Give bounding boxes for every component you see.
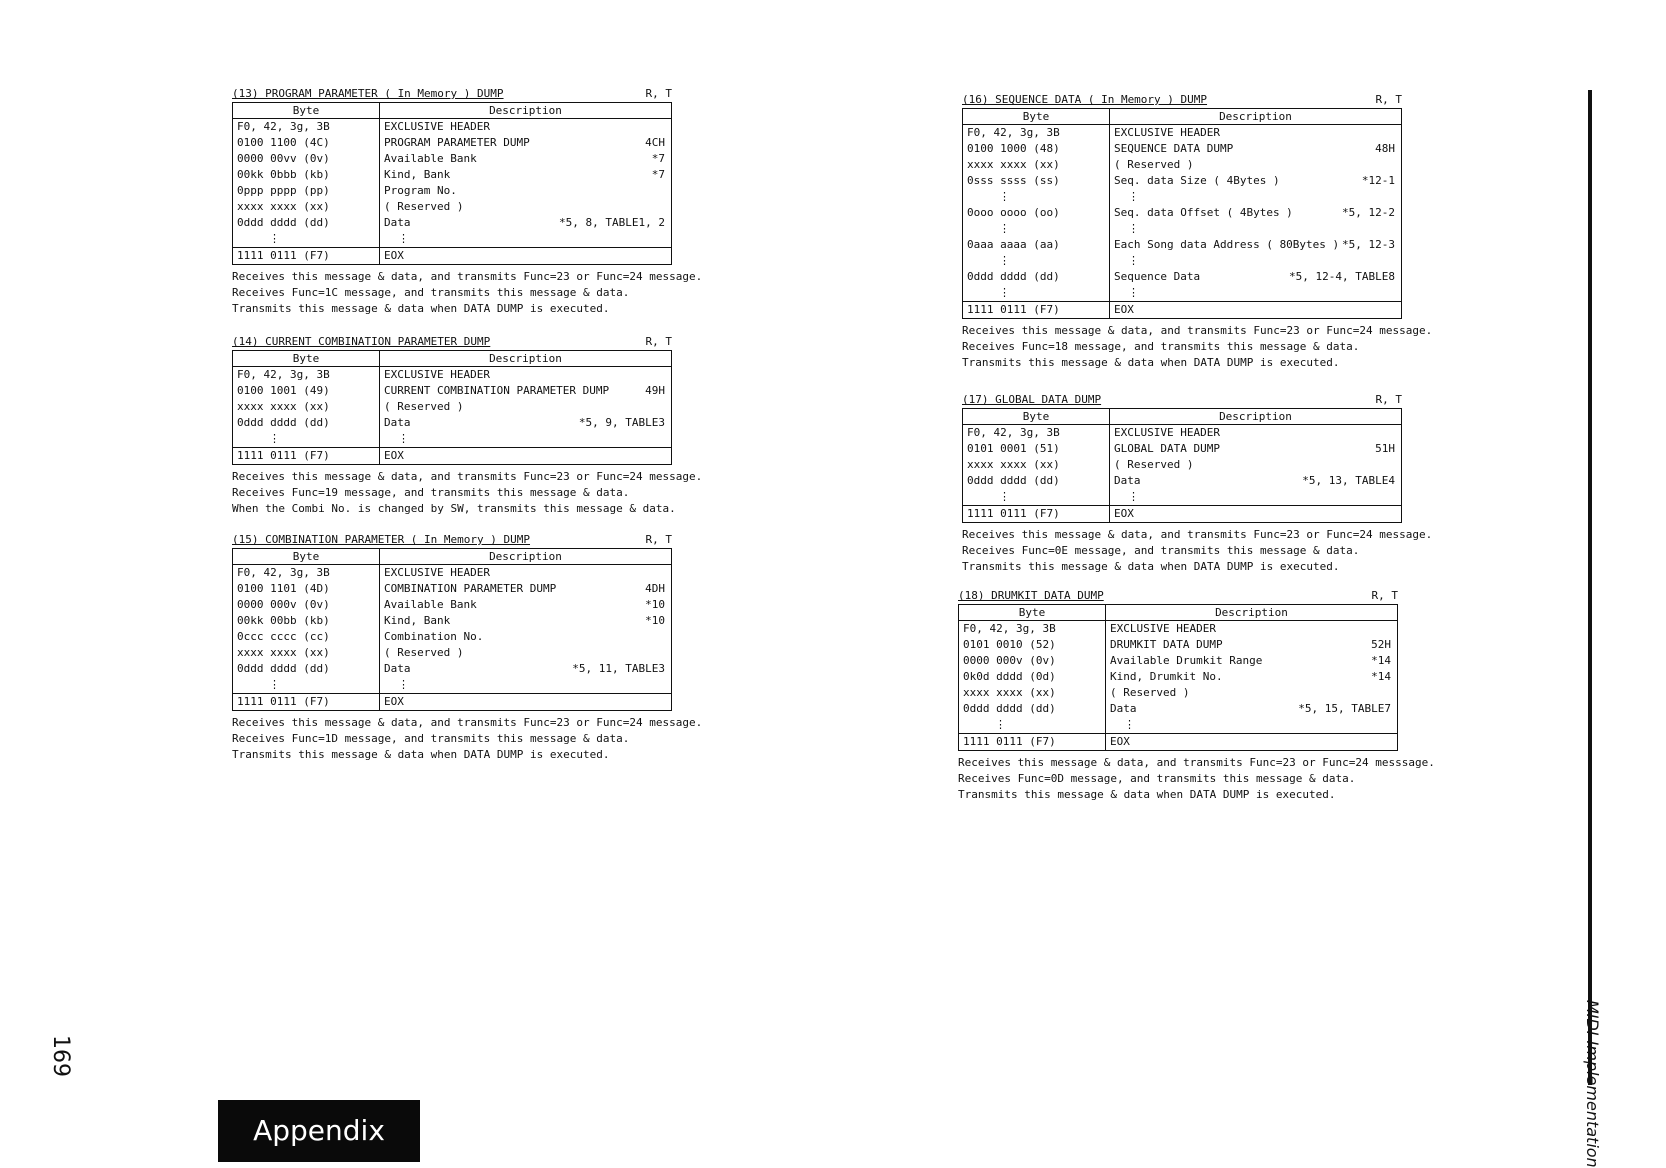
byte-cell: 0000 00vv (0v) bbox=[233, 151, 380, 167]
note-line: Receives Func=1D message, and transmits this message & data. bbox=[232, 732, 630, 745]
rx-tx-flag: R, T bbox=[645, 335, 672, 348]
reference-note: *5, 15, TABLE7 bbox=[1298, 702, 1391, 715]
description-text: ( Reserved ) bbox=[1114, 458, 1194, 471]
column-header-description: Description bbox=[380, 549, 672, 565]
description-cell bbox=[1110, 473, 1402, 489]
description-cell bbox=[380, 383, 672, 399]
column-header-byte: Byte bbox=[963, 409, 1110, 425]
byte-cell: 0ccc cccc (cc) bbox=[233, 629, 380, 645]
description-text: EXCLUSIVE HEADER bbox=[384, 368, 490, 381]
description-cell bbox=[1110, 253, 1402, 269]
column-header-byte: Byte bbox=[233, 103, 380, 119]
description-text: Kind, Bank bbox=[384, 168, 451, 181]
byte-cell: xxxx xxxx (xx) bbox=[963, 157, 1110, 173]
table-row bbox=[963, 489, 1402, 506]
table-row bbox=[963, 221, 1402, 237]
rx-tx-flag: R, T bbox=[645, 533, 672, 546]
description-text: Program No. bbox=[384, 184, 457, 197]
byte-cell: 0ppp pppp (pp) bbox=[233, 183, 380, 199]
description-cell bbox=[1110, 141, 1402, 157]
description-cell bbox=[1110, 173, 1402, 189]
section-notes bbox=[958, 755, 1435, 803]
description-cell bbox=[1106, 621, 1398, 638]
column-header-description: Description bbox=[380, 351, 672, 367]
description-text: DRUMKIT DATA DUMP bbox=[1110, 638, 1223, 651]
table-row bbox=[233, 661, 672, 677]
description-text: ⋮ bbox=[1128, 490, 1139, 503]
description-text: ⋮ bbox=[1128, 286, 1139, 299]
table-row bbox=[233, 448, 672, 465]
description-cell bbox=[380, 119, 672, 136]
description-cell bbox=[380, 694, 672, 711]
byte-cell: 1111 0111 (F7) bbox=[963, 302, 1110, 319]
description-cell bbox=[1106, 669, 1398, 685]
description-cell bbox=[380, 248, 672, 265]
table-row bbox=[233, 167, 672, 183]
table-row bbox=[233, 248, 672, 265]
byte-cell: 0ddd dddd (dd) bbox=[233, 661, 380, 677]
byte-cell: xxxx xxxx (xx) bbox=[233, 399, 380, 415]
table-row bbox=[959, 685, 1398, 701]
table-row bbox=[963, 425, 1402, 442]
description-text: EOX bbox=[1114, 507, 1134, 520]
reference-note: *5, 11, TABLE3 bbox=[572, 662, 665, 675]
reference-note: *5, 12-4, TABLE8 bbox=[1289, 270, 1395, 283]
description-cell bbox=[380, 367, 672, 384]
description-text: Kind, Bank bbox=[384, 614, 451, 627]
note-line: Transmits this message & data when DATA DUMP is executed. bbox=[232, 302, 610, 315]
description-cell bbox=[380, 448, 672, 465]
description-text: ⋮ bbox=[398, 232, 409, 245]
table-row bbox=[963, 173, 1402, 189]
note-line: Receives this message & data, and transmits Func=23 or Func=24 message. bbox=[962, 324, 1433, 337]
description-text: EOX bbox=[384, 249, 404, 262]
chapter-label: MIDI Implementation bbox=[1583, 1000, 1602, 1168]
byte-cell: F0, 42, 3g, 3B bbox=[959, 621, 1106, 638]
byte-cell: 1111 0111 (F7) bbox=[233, 448, 380, 465]
byte-cell: 0100 1001 (49) bbox=[233, 383, 380, 399]
table-row bbox=[959, 621, 1398, 638]
description-cell bbox=[380, 183, 672, 199]
column-header-description: Description bbox=[1110, 109, 1402, 125]
rx-tx-flag: R, T bbox=[1375, 393, 1402, 406]
description-cell bbox=[1110, 506, 1402, 523]
byte-cell: 1111 0111 (F7) bbox=[963, 506, 1110, 523]
description-text: ( Reserved ) bbox=[384, 200, 464, 213]
table-row bbox=[963, 473, 1402, 489]
description-cell bbox=[1106, 701, 1398, 717]
table-row bbox=[963, 269, 1402, 285]
byte-cell: 1111 0111 (F7) bbox=[233, 248, 380, 265]
description-text: Seq. data Offset ( 4Bytes ) bbox=[1114, 206, 1293, 219]
reference-note: *7 bbox=[651, 152, 665, 165]
section-notes bbox=[962, 527, 1433, 575]
table-row bbox=[233, 613, 672, 629]
table-row bbox=[963, 253, 1402, 269]
reference-note: *5, 9, TABLE3 bbox=[578, 416, 665, 429]
reference-note: *5, 13, TABLE4 bbox=[1302, 474, 1395, 487]
description-cell bbox=[1110, 269, 1402, 285]
column-header-description: Description bbox=[380, 103, 672, 119]
description-text: COMBINATION PARAMETER DUMP bbox=[384, 582, 557, 595]
section-header bbox=[958, 588, 1398, 604]
page-number: 169 bbox=[48, 1035, 73, 1077]
description-text: ⋮ bbox=[1124, 718, 1135, 731]
description-cell bbox=[380, 661, 672, 677]
description-cell bbox=[1110, 125, 1402, 142]
table-row bbox=[963, 457, 1402, 473]
dump-section bbox=[232, 86, 703, 317]
note-line: Transmits this message & data when DATA DUMP is executed. bbox=[962, 560, 1340, 573]
section-notes bbox=[232, 269, 703, 317]
byte-cell: xxxx xxxx (xx) bbox=[959, 685, 1106, 701]
byte-cell: F0, 42, 3g, 3B bbox=[233, 367, 380, 384]
description-cell bbox=[380, 677, 672, 694]
column-header-byte: Byte bbox=[233, 351, 380, 367]
description-cell bbox=[380, 613, 672, 629]
description-text: SEQUENCE DATA DUMP bbox=[1114, 142, 1234, 155]
table-row bbox=[963, 441, 1402, 457]
byte-cell: 0ddd dddd (dd) bbox=[963, 269, 1110, 285]
description-text: ( Reserved ) bbox=[1110, 686, 1190, 699]
table-row bbox=[963, 157, 1402, 173]
byte-cell: 0101 0010 (52) bbox=[959, 637, 1106, 653]
description-text: Available Bank bbox=[384, 152, 477, 165]
section-title: (16) SEQUENCE DATA ( In Memory ) DUMP bbox=[962, 93, 1208, 106]
byte-cell: ⋮ bbox=[963, 189, 1110, 205]
description-text: EXCLUSIVE HEADER bbox=[1114, 426, 1220, 439]
section-notes bbox=[232, 715, 703, 763]
reference-note: *5, 8, TABLE1, 2 bbox=[559, 216, 665, 229]
section-title: (13) PROGRAM PARAMETER ( In Memory ) DUMP bbox=[232, 87, 504, 100]
description-text: EXCLUSIVE HEADER bbox=[384, 566, 490, 579]
byte-cell: ⋮ bbox=[963, 489, 1110, 506]
table-row bbox=[963, 237, 1402, 253]
table-row bbox=[233, 199, 672, 215]
note-line: When the Combi No. is changed by SW, transmits this message & data. bbox=[232, 502, 676, 515]
reference-note: *12-1 bbox=[1361, 174, 1395, 187]
description-text: EXCLUSIVE HEADER bbox=[384, 120, 490, 133]
byte-cell: 0000 000v (0v) bbox=[233, 597, 380, 613]
description-text: ⋮ bbox=[398, 432, 409, 445]
description-cell bbox=[380, 231, 672, 248]
description-cell bbox=[1106, 637, 1398, 653]
table-row bbox=[233, 383, 672, 399]
byte-cell: ⋮ bbox=[233, 677, 380, 694]
table-row bbox=[233, 645, 672, 661]
description-text: EOX bbox=[1114, 303, 1134, 316]
byte-cell: xxxx xxxx (xx) bbox=[233, 645, 380, 661]
dump-table bbox=[958, 604, 1398, 751]
description-cell bbox=[380, 167, 672, 183]
description-cell bbox=[1110, 189, 1402, 205]
note-line: Receives Func=0D message, and transmits this message & data. bbox=[958, 772, 1356, 785]
table-row bbox=[233, 119, 672, 136]
description-text: Data bbox=[384, 662, 411, 675]
byte-cell: ⋮ bbox=[233, 231, 380, 248]
description-cell bbox=[1110, 425, 1402, 442]
description-cell bbox=[380, 151, 672, 167]
dump-section bbox=[962, 392, 1433, 575]
description-text: Seq. data Size ( 4Bytes ) bbox=[1114, 174, 1280, 187]
byte-cell: ⋮ bbox=[959, 717, 1106, 734]
description-cell bbox=[1110, 205, 1402, 221]
reference-note: *14 bbox=[1371, 654, 1391, 667]
reference-note: *5, 12-2 bbox=[1342, 206, 1395, 219]
description-cell bbox=[380, 629, 672, 645]
table-row bbox=[963, 141, 1402, 157]
byte-cell: 0ddd dddd (dd) bbox=[233, 415, 380, 431]
byte-cell: 0ddd dddd (dd) bbox=[959, 701, 1106, 717]
note-line: Transmits this message & data when DATA DUMP is executed. bbox=[232, 748, 610, 761]
section-header bbox=[962, 392, 1402, 408]
description-text: EXCLUSIVE HEADER bbox=[1114, 126, 1220, 139]
description-cell bbox=[380, 199, 672, 215]
byte-cell: 0100 1100 (4C) bbox=[233, 135, 380, 151]
description-text: ⋮ bbox=[1128, 254, 1139, 267]
table-row bbox=[233, 677, 672, 694]
description-text: ( Reserved ) bbox=[384, 400, 464, 413]
description-cell bbox=[1110, 221, 1402, 237]
note-line: Transmits this message & data when DATA DUMP is executed. bbox=[958, 788, 1336, 801]
table-row bbox=[959, 734, 1398, 751]
table-row bbox=[963, 189, 1402, 205]
reference-note: *5, 12-3 bbox=[1342, 238, 1395, 251]
description-cell bbox=[380, 597, 672, 613]
dump-table bbox=[962, 108, 1402, 319]
rx-tx-flag: R, T bbox=[645, 87, 672, 100]
byte-cell: xxxx xxxx (xx) bbox=[963, 457, 1110, 473]
description-text: EXCLUSIVE HEADER bbox=[1110, 622, 1216, 635]
note-line: Receives this message & data, and transmits Func=23 or Func=24 messsage. bbox=[958, 756, 1435, 769]
table-row bbox=[959, 701, 1398, 717]
note-line: Receives Func=18 message, and transmits this message & data. bbox=[962, 340, 1360, 353]
note-line: Receives this message & data, and transmits Func=23 or Func=24 message. bbox=[232, 270, 703, 283]
byte-cell: 0sss ssss (ss) bbox=[963, 173, 1110, 189]
description-text: Kind, Drumkit No. bbox=[1110, 670, 1223, 683]
byte-cell: ⋮ bbox=[963, 253, 1110, 269]
table-row bbox=[233, 231, 672, 248]
reference-note: 49H bbox=[645, 384, 665, 397]
byte-cell: 1111 0111 (F7) bbox=[959, 734, 1106, 751]
dump-table bbox=[232, 102, 672, 265]
dump-table bbox=[232, 548, 672, 711]
byte-cell: 00kk 00bb (kb) bbox=[233, 613, 380, 629]
note-line: Receives this message & data, and transmits Func=23 or Func=24 message. bbox=[232, 716, 703, 729]
byte-cell: xxxx xxxx (xx) bbox=[233, 199, 380, 215]
table-row bbox=[963, 285, 1402, 302]
section-notes bbox=[962, 323, 1433, 371]
description-text: GLOBAL DATA DUMP bbox=[1114, 442, 1220, 455]
table-row bbox=[233, 581, 672, 597]
description-cell bbox=[1110, 285, 1402, 302]
table-row bbox=[233, 135, 672, 151]
reference-note: *10 bbox=[645, 614, 665, 627]
note-line: Transmits this message & data when DATA DUMP is executed. bbox=[962, 356, 1340, 369]
description-text: ⋮ bbox=[1128, 222, 1139, 235]
dump-section bbox=[232, 532, 703, 763]
description-text: EOX bbox=[384, 695, 404, 708]
appendix-tab: Appendix bbox=[218, 1100, 420, 1162]
table-row bbox=[959, 637, 1398, 653]
rx-tx-flag: R, T bbox=[1371, 589, 1398, 602]
reference-note: *14 bbox=[1371, 670, 1391, 683]
description-text: PROGRAM PARAMETER DUMP bbox=[384, 136, 530, 149]
description-cell bbox=[380, 431, 672, 448]
description-cell bbox=[380, 581, 672, 597]
description-text: Data bbox=[384, 416, 411, 429]
description-cell bbox=[380, 215, 672, 231]
reference-note: *7 bbox=[651, 168, 665, 181]
section-title: (14) CURRENT COMBINATION PARAMETER DUMP bbox=[232, 335, 491, 348]
section-header bbox=[232, 86, 672, 102]
table-row bbox=[233, 597, 672, 613]
table-row bbox=[233, 415, 672, 431]
byte-cell: 0aaa aaaa (aa) bbox=[963, 237, 1110, 253]
reference-note: 52H bbox=[1371, 638, 1391, 651]
byte-cell: 0k0d dddd (0d) bbox=[959, 669, 1106, 685]
description-text: CURRENT COMBINATION PARAMETER DUMP bbox=[384, 384, 610, 397]
description-cell bbox=[1110, 302, 1402, 319]
dump-table bbox=[232, 350, 672, 465]
rx-tx-flag: R, T bbox=[1375, 93, 1402, 106]
description-cell bbox=[1106, 685, 1398, 701]
description-cell bbox=[1106, 653, 1398, 669]
byte-cell: ⋮ bbox=[233, 431, 380, 448]
section-title: (17) GLOBAL DATA DUMP bbox=[962, 393, 1102, 406]
description-cell bbox=[380, 565, 672, 582]
section-title: (18) DRUMKIT DATA DUMP bbox=[958, 589, 1104, 602]
byte-cell: 0ddd dddd (dd) bbox=[233, 215, 380, 231]
byte-cell: 0100 1101 (4D) bbox=[233, 581, 380, 597]
byte-cell: F0, 42, 3g, 3B bbox=[963, 425, 1110, 442]
byte-cell: ⋮ bbox=[963, 221, 1110, 237]
description-text: Data bbox=[1110, 702, 1137, 715]
byte-cell: 0101 0001 (51) bbox=[963, 441, 1110, 457]
description-cell bbox=[1106, 717, 1398, 734]
description-text: ( Reserved ) bbox=[384, 646, 464, 659]
column-header-byte: Byte bbox=[233, 549, 380, 565]
dump-section bbox=[962, 92, 1433, 371]
section-header bbox=[232, 532, 672, 548]
description-text: Data bbox=[384, 216, 411, 229]
table-row bbox=[233, 367, 672, 384]
description-cell bbox=[380, 399, 672, 415]
byte-cell: 00kk 0bbb (kb) bbox=[233, 167, 380, 183]
description-cell bbox=[380, 645, 672, 661]
side-rule bbox=[1588, 90, 1592, 1085]
reference-note: 51H bbox=[1375, 442, 1395, 455]
description-text: Combination No. bbox=[384, 630, 484, 643]
description-text: Available Drumkit Range bbox=[1110, 654, 1263, 667]
section-notes bbox=[232, 469, 703, 517]
reference-note: 4DH bbox=[645, 582, 665, 595]
dump-table bbox=[962, 408, 1402, 523]
table-row bbox=[233, 151, 672, 167]
byte-cell: F0, 42, 3g, 3B bbox=[963, 125, 1110, 142]
byte-cell: 0000 000v (0v) bbox=[959, 653, 1106, 669]
description-cell bbox=[1110, 489, 1402, 506]
reference-note: *10 bbox=[645, 598, 665, 611]
column-header-byte: Byte bbox=[959, 605, 1106, 621]
description-cell bbox=[380, 415, 672, 431]
byte-cell: 0ddd dddd (dd) bbox=[963, 473, 1110, 489]
section-title: (15) COMBINATION PARAMETER ( In Memory ) DUMP bbox=[232, 533, 531, 546]
dump-section bbox=[232, 334, 703, 517]
table-row bbox=[959, 653, 1398, 669]
note-line: Receives Func=19 message, and transmits this message & data. bbox=[232, 486, 630, 499]
description-cell bbox=[1110, 157, 1402, 173]
description-text: ⋮ bbox=[1128, 190, 1139, 203]
table-row bbox=[233, 399, 672, 415]
table-row bbox=[233, 565, 672, 582]
description-text: Available Bank bbox=[384, 598, 477, 611]
byte-cell: F0, 42, 3g, 3B bbox=[233, 119, 380, 136]
byte-cell: F0, 42, 3g, 3B bbox=[233, 565, 380, 582]
description-cell bbox=[1110, 457, 1402, 473]
byte-cell: ⋮ bbox=[963, 285, 1110, 302]
table-row bbox=[233, 215, 672, 231]
description-cell bbox=[1106, 734, 1398, 751]
description-cell bbox=[1110, 441, 1402, 457]
table-row bbox=[233, 431, 672, 448]
table-row bbox=[233, 183, 672, 199]
table-row bbox=[963, 302, 1402, 319]
description-text: Sequence Data bbox=[1114, 270, 1201, 283]
description-text: ⋮ bbox=[398, 678, 409, 691]
byte-cell: 1111 0111 (F7) bbox=[233, 694, 380, 711]
description-cell bbox=[1110, 237, 1402, 253]
description-cell bbox=[380, 135, 672, 151]
table-row bbox=[963, 205, 1402, 221]
description-text: Each Song data Address ( 80Bytes ) bbox=[1114, 238, 1340, 251]
reference-note: 4CH bbox=[645, 136, 665, 149]
byte-cell: 0100 1000 (48) bbox=[963, 141, 1110, 157]
note-line: Receives Func=0E message, and transmits this message & data. bbox=[962, 544, 1360, 557]
column-header-description: Description bbox=[1106, 605, 1398, 621]
note-line: Receives this message & data, and transmits Func=23 or Func=24 message. bbox=[962, 528, 1433, 541]
byte-cell: 0ooo oooo (oo) bbox=[963, 205, 1110, 221]
reference-note: 48H bbox=[1375, 142, 1395, 155]
table-row bbox=[963, 125, 1402, 142]
section-header bbox=[962, 92, 1402, 108]
description-text: EOX bbox=[1110, 735, 1130, 748]
description-text: ( Reserved ) bbox=[1114, 158, 1194, 171]
table-row bbox=[959, 669, 1398, 685]
note-line: Receives Func=1C message, and transmits this message & data. bbox=[232, 286, 630, 299]
description-text: EOX bbox=[384, 449, 404, 462]
table-row bbox=[959, 717, 1398, 734]
dump-section bbox=[958, 588, 1435, 803]
table-row bbox=[963, 506, 1402, 523]
description-text: Data bbox=[1114, 474, 1141, 487]
table-row bbox=[233, 629, 672, 645]
column-header-description: Description bbox=[1110, 409, 1402, 425]
note-line: Receives this message & data, and transmits Func=23 or Func=24 message. bbox=[232, 470, 703, 483]
section-header bbox=[232, 334, 672, 350]
column-header-byte: Byte bbox=[963, 109, 1110, 125]
table-row bbox=[233, 694, 672, 711]
